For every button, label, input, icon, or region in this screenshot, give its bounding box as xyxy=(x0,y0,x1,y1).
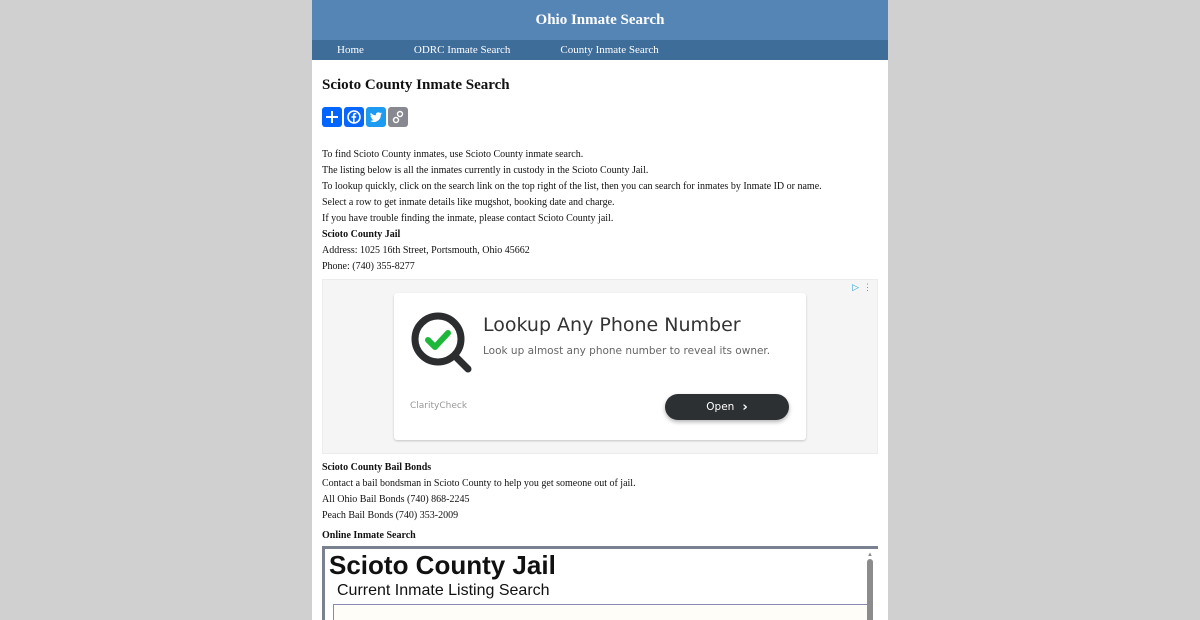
bail-heading: Scioto County Bail Bonds xyxy=(322,462,432,473)
frame-subtitle: Current Inmate Listing Search xyxy=(337,582,550,599)
intro-line: Select a row to get inmate details like mugshot, booking date and charge. xyxy=(322,197,615,208)
bail-section xyxy=(322,460,878,544)
online-search-heading: Online Inmate Search xyxy=(322,530,416,541)
ad-choices-icon[interactable]: ▷ xyxy=(852,282,859,292)
copy-link-button[interactable] xyxy=(388,107,408,127)
ad-description: Look up almost any phone number to reveal its owner. xyxy=(483,345,771,357)
site-title: Ohio Inmate Search xyxy=(535,11,665,28)
ad-brand: ClarityCheck xyxy=(410,401,468,411)
jail-heading: Scioto County Jail xyxy=(322,229,401,240)
frame-scrollbar[interactable] xyxy=(866,551,874,620)
inmate-search-input[interactable] xyxy=(333,604,869,620)
ad-headline[interactable]: Lookup Any Phone Number xyxy=(483,314,741,336)
intro-line: The listing below is all the inmates currently in custody in the Scioto County Jail. xyxy=(322,165,649,176)
inmate-search-frame xyxy=(322,546,878,620)
jail-address: Address: 1025 16th Street, Portsmouth, Ohio 45662 xyxy=(322,245,530,256)
share-button[interactable] xyxy=(322,107,342,127)
intro-line: If you have trouble finding the inmate, please contact Scioto County jail. xyxy=(322,213,614,224)
intro-line: To lookup quickly, click on the search link on the top right of the list, then you can search for inmates by Inmate ID or name. xyxy=(322,181,822,192)
scroll-up-arrow-icon[interactable]: ▲ xyxy=(867,552,873,558)
twitter-icon xyxy=(369,110,383,124)
site-header xyxy=(312,0,888,40)
main-nav xyxy=(312,40,888,60)
intro-text xyxy=(322,147,878,275)
nav-home[interactable]: Home xyxy=(337,44,364,56)
jail-phone: Phone: (740) 355-8277 xyxy=(322,261,415,272)
page-container xyxy=(312,0,888,620)
nav-odrc-inmate-search[interactable]: ODRC Inmate Search xyxy=(413,44,511,56)
bail-line: Contact a bail bondsman in Scioto County to help you get someone out of jail. xyxy=(322,478,636,489)
ad-choices[interactable] xyxy=(852,282,872,293)
plus-icon xyxy=(325,110,339,124)
facebook-share-button[interactable] xyxy=(344,107,364,127)
ad-menu-icon[interactable]: ⋮ xyxy=(863,282,872,292)
bail-line: Peach Bail Bonds (740) 353-2009 xyxy=(322,510,459,521)
copy-link-icon xyxy=(391,110,405,124)
frame-title: Scioto County Jail xyxy=(329,550,556,580)
advertisement xyxy=(322,279,878,454)
bail-line: All Ohio Bail Bonds (740) 868-2245 xyxy=(322,494,470,505)
ad-card[interactable] xyxy=(394,293,806,440)
intro-line: To find Scioto County inmates, use Scioto County inmate search. xyxy=(322,149,584,160)
share-bar xyxy=(322,107,878,127)
ad-open-button[interactable] xyxy=(665,394,789,420)
nav-county-inmate-search[interactable]: County Inmate Search xyxy=(560,44,659,56)
scrollbar-thumb[interactable] xyxy=(867,559,873,620)
ad-open-label: Open xyxy=(706,401,735,413)
magnifier-check-icon xyxy=(410,311,474,375)
twitter-share-button[interactable] xyxy=(366,107,386,127)
chevron-right-icon: › xyxy=(742,399,748,415)
main-content xyxy=(312,77,888,620)
page-title: Scioto County Inmate Search xyxy=(322,77,510,93)
facebook-icon xyxy=(347,110,361,124)
